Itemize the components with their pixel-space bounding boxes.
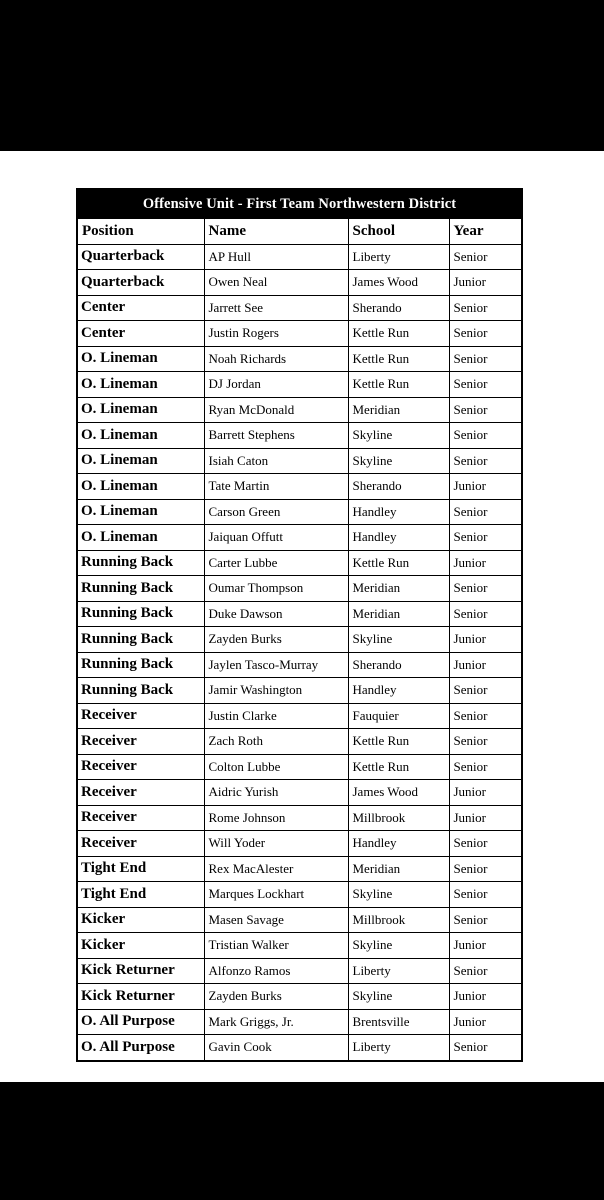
school-cell: Liberty [348,244,449,270]
position-cell: Running Back [78,627,204,653]
column-header-name: Name [204,219,348,244]
school-cell: James Wood [348,270,449,296]
table-row [78,321,521,347]
school-cell: Skyline [348,423,449,449]
year-cell: Senior [449,295,521,321]
school-cell: Skyline [348,984,449,1010]
name-cell: Barrett Stephens [204,423,348,449]
year-cell: Senior [449,499,521,525]
year-cell: Senior [449,882,521,908]
name-cell: Justin Clarke [204,703,348,729]
position-cell: Running Back [78,576,204,602]
school-cell: Meridian [348,397,449,423]
table-row [78,295,521,321]
year-cell: Senior [449,346,521,372]
table-row [78,448,521,474]
position-cell: O. Lineman [78,499,204,525]
year-cell: Junior [449,652,521,678]
school-cell: Skyline [348,882,449,908]
name-cell: Tate Martin [204,474,348,500]
position-cell: Kicker [78,933,204,959]
name-cell: AP Hull [204,244,348,270]
table-row [78,652,521,678]
year-cell: Senior [449,525,521,551]
year-cell: Junior [449,984,521,1010]
name-cell: Carter Lubbe [204,550,348,576]
table-row [78,907,521,933]
name-cell: Will Yoder [204,831,348,857]
school-cell: James Wood [348,780,449,806]
name-cell: Noah Richards [204,346,348,372]
school-cell: Handley [348,831,449,857]
year-cell: Junior [449,933,521,959]
table-row [78,703,521,729]
column-header-position: Position [78,219,204,244]
table-row [78,1009,521,1035]
table-row [78,346,521,372]
table-row [78,550,521,576]
table-row [78,474,521,500]
name-cell: Rex MacAlester [204,856,348,882]
table-row [78,678,521,704]
school-cell: Sherando [348,295,449,321]
table-row [78,627,521,653]
year-cell: Senior [449,678,521,704]
school-cell: Skyline [348,448,449,474]
table-row [78,984,521,1010]
name-cell: DJ Jordan [204,372,348,398]
position-cell: Kick Returner [78,984,204,1010]
position-cell: Receiver [78,729,204,755]
table-row [78,780,521,806]
year-cell: Senior [449,1035,521,1060]
year-cell: Junior [449,780,521,806]
school-cell: Fauquier [348,703,449,729]
year-cell: Senior [449,448,521,474]
position-cell: O. Lineman [78,372,204,398]
position-cell: Kicker [78,907,204,933]
table-row [78,423,521,449]
name-cell: Tristian Walker [204,933,348,959]
position-cell: O. All Purpose [78,1009,204,1035]
header-row [78,219,521,244]
name-cell: Masen Savage [204,907,348,933]
year-cell: Senior [449,372,521,398]
name-cell: Marques Lockhart [204,882,348,908]
school-cell: Brentsville [348,1009,449,1035]
school-cell: Handley [348,525,449,551]
school-cell: Kettle Run [348,754,449,780]
table-row [78,601,521,627]
position-cell: O. Lineman [78,448,204,474]
document-page [0,151,604,1082]
year-cell: Junior [449,627,521,653]
position-cell: O. Lineman [78,346,204,372]
position-cell: Center [78,321,204,347]
name-cell: Alfonzo Ramos [204,958,348,984]
position-cell: Tight End [78,882,204,908]
year-cell: Junior [449,474,521,500]
position-cell: Center [78,295,204,321]
year-cell: Junior [449,805,521,831]
school-cell: Kettle Run [348,346,449,372]
school-cell: Kettle Run [348,321,449,347]
bottom-black-bar [0,1082,604,1200]
name-cell: Rome Johnson [204,805,348,831]
school-cell: Handley [348,499,449,525]
table-row [78,882,521,908]
position-cell: Receiver [78,780,204,806]
year-cell: Senior [449,703,521,729]
position-cell: Kick Returner [78,958,204,984]
year-cell: Junior [449,1009,521,1035]
position-cell: Quarterback [78,244,204,270]
year-cell: Senior [449,397,521,423]
position-cell: Running Back [78,678,204,704]
name-cell: Carson Green [204,499,348,525]
year-cell: Senior [449,244,521,270]
table-row [78,525,521,551]
table-row [78,397,521,423]
position-cell: Quarterback [78,270,204,296]
name-cell: Colton Lubbe [204,754,348,780]
position-cell: O. All Purpose [78,1035,204,1060]
school-cell: Kettle Run [348,550,449,576]
year-cell: Senior [449,831,521,857]
year-cell: Senior [449,601,521,627]
year-cell: Senior [449,321,521,347]
position-cell: Receiver [78,805,204,831]
table-row [78,576,521,602]
year-cell: Senior [449,958,521,984]
name-cell: Owen Neal [204,270,348,296]
name-cell: Jaiquan Offutt [204,525,348,551]
name-cell: Mark Griggs, Jr. [204,1009,348,1035]
year-cell: Senior [449,907,521,933]
school-cell: Kettle Run [348,372,449,398]
table-row [78,499,521,525]
name-cell: Zayden Burks [204,627,348,653]
position-cell: Running Back [78,550,204,576]
name-cell: Duke Dawson [204,601,348,627]
table-row [78,372,521,398]
position-cell: Receiver [78,703,204,729]
roster-sheet [76,188,523,1062]
table-row [78,831,521,857]
position-cell: Tight End [78,856,204,882]
position-cell: Running Back [78,601,204,627]
table-row [78,958,521,984]
name-cell: Jamir Washington [204,678,348,704]
year-cell: Senior [449,754,521,780]
school-cell: Meridian [348,601,449,627]
school-cell: Meridian [348,856,449,882]
school-cell: Liberty [348,958,449,984]
year-cell: Senior [449,856,521,882]
name-cell: Oumar Thompson [204,576,348,602]
roster-table [78,219,521,1060]
year-cell: Junior [449,550,521,576]
table-row [78,933,521,959]
school-cell: Kettle Run [348,729,449,755]
school-cell: Sherando [348,652,449,678]
table-row [78,856,521,882]
table-row [78,1035,521,1060]
table-row [78,270,521,296]
name-cell: Jarrett See [204,295,348,321]
table-row [78,244,521,270]
year-cell: Senior [449,729,521,755]
position-cell: Receiver [78,831,204,857]
name-cell: Ryan McDonald [204,397,348,423]
name-cell: Zach Roth [204,729,348,755]
position-cell: Running Back [78,652,204,678]
table-title: Offensive Unit - First Team Northwestern District [78,190,521,219]
school-cell: Millbrook [348,805,449,831]
name-cell: Gavin Cook [204,1035,348,1060]
year-cell: Junior [449,270,521,296]
name-cell: Isiah Caton [204,448,348,474]
name-cell: Jaylen Tasco-Murray [204,652,348,678]
school-cell: Liberty [348,1035,449,1060]
position-cell: O. Lineman [78,423,204,449]
school-cell: Sherando [348,474,449,500]
position-cell: Receiver [78,754,204,780]
column-header-school: School [348,219,449,244]
year-cell: Senior [449,423,521,449]
name-cell: Justin Rogers [204,321,348,347]
name-cell: Zayden Burks [204,984,348,1010]
school-cell: Handley [348,678,449,704]
top-black-bar [0,0,604,151]
table-row [78,729,521,755]
school-cell: Skyline [348,627,449,653]
school-cell: Meridian [348,576,449,602]
table-row [78,805,521,831]
position-cell: O. Lineman [78,474,204,500]
school-cell: Millbrook [348,907,449,933]
year-cell: Senior [449,576,521,602]
column-header-year: Year [449,219,521,244]
name-cell: Aidric Yurish [204,780,348,806]
table-row [78,754,521,780]
position-cell: O. Lineman [78,397,204,423]
school-cell: Skyline [348,933,449,959]
position-cell: O. Lineman [78,525,204,551]
